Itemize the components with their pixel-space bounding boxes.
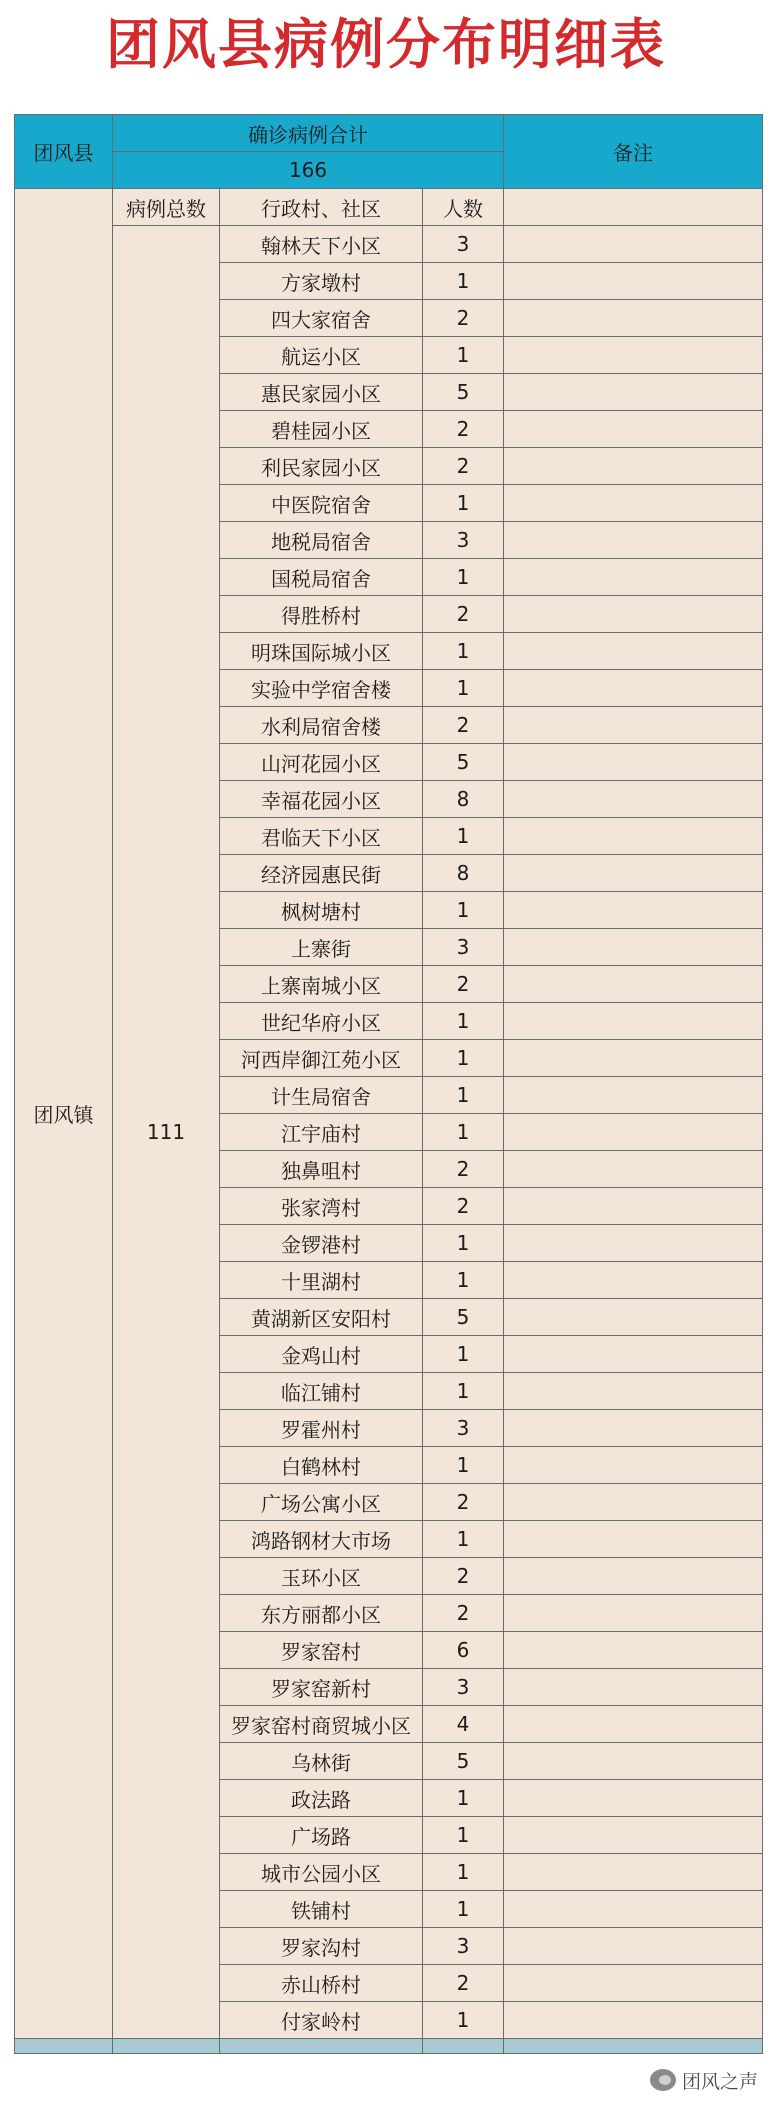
- remarks-cell: [504, 1817, 763, 1854]
- community-cell: 君临天下小区: [220, 818, 423, 855]
- remarks-cell: [504, 337, 763, 374]
- community-cell: 世纪华府小区: [220, 1003, 423, 1040]
- remarks-cell: [504, 1188, 763, 1225]
- count-cell: 1: [423, 485, 504, 522]
- case-table: [14, 114, 763, 2054]
- count-cell: 3: [423, 1669, 504, 1706]
- count-cell: 5: [423, 1743, 504, 1780]
- remarks-cell: [504, 1299, 763, 1336]
- remarks-cell: [504, 300, 763, 337]
- community-cell: 白鹤林村: [220, 1447, 423, 1484]
- remarks-cell: [504, 1928, 763, 1965]
- empty-cell: [504, 2039, 763, 2054]
- remarks-cell: [504, 1743, 763, 1780]
- count-cell: 2: [423, 300, 504, 337]
- remarks-cell: [504, 1484, 763, 1521]
- community-cell: 独鼻咀村: [220, 1151, 423, 1188]
- remarks-cell: [504, 707, 763, 744]
- community-cell: 付家岭村: [220, 2002, 423, 2039]
- community-cell: 四大家宿舍: [220, 300, 423, 337]
- community-cell: 十里湖村: [220, 1262, 423, 1299]
- remarks-cell: [504, 744, 763, 781]
- count-cell: 1: [423, 670, 504, 707]
- community-cell: 广场路: [220, 1817, 423, 1854]
- community-cell: 翰林天下小区: [220, 226, 423, 263]
- community-cell: 幸福花园小区: [220, 781, 423, 818]
- count-cell: 1: [423, 1003, 504, 1040]
- remarks-cell: [504, 1965, 763, 2002]
- remarks-cell: [504, 966, 763, 1003]
- community-cell: 罗家沟村: [220, 1928, 423, 1965]
- count-cell: 3: [423, 1928, 504, 1965]
- community-cell: 明珠国际城小区: [220, 633, 423, 670]
- community-cell: 江宇庙村: [220, 1114, 423, 1151]
- remarks-cell: [504, 818, 763, 855]
- remarks-cell: [504, 1780, 763, 1817]
- count-cell: 1: [423, 633, 504, 670]
- remarks-cell: [504, 1151, 763, 1188]
- count-cell: 2: [423, 1188, 504, 1225]
- community-cell: 上寨南城小区: [220, 966, 423, 1003]
- count-cell: 2: [423, 1151, 504, 1188]
- community-cell: 广场公寓小区: [220, 1484, 423, 1521]
- remarks-cell: [504, 929, 763, 966]
- count-cell: 2: [423, 1965, 504, 2002]
- remarks-cell: [504, 2002, 763, 2039]
- community-cell: 玉环小区: [220, 1558, 423, 1595]
- count-cell: 5: [423, 744, 504, 781]
- count-cell: 5: [423, 374, 504, 411]
- remarks-cell: [504, 596, 763, 633]
- count-cell: 2: [423, 448, 504, 485]
- remarks-cell: [504, 485, 763, 522]
- count-cell: 3: [423, 522, 504, 559]
- count-cell: 3: [423, 929, 504, 966]
- community-cell: 罗家窑新村: [220, 1669, 423, 1706]
- remarks-cell: [504, 1706, 763, 1743]
- remarks-cell: [504, 1669, 763, 1706]
- count-cell: 3: [423, 226, 504, 263]
- count-cell: 1: [423, 337, 504, 374]
- community-cell: 上寨街: [220, 929, 423, 966]
- count-cell: 2: [423, 966, 504, 1003]
- remarks-cell: [504, 670, 763, 707]
- community-cell: 水利局宿舍楼: [220, 707, 423, 744]
- count-header: 人数: [423, 189, 504, 226]
- community-cell: 航运小区: [220, 337, 423, 374]
- empty-cell: [423, 2039, 504, 2054]
- count-cell: 8: [423, 781, 504, 818]
- community-cell: 河西岸御江苑小区: [220, 1040, 423, 1077]
- remarks-cell: [504, 1447, 763, 1484]
- count-cell: 2: [423, 1595, 504, 1632]
- remarks-cell: [504, 263, 763, 300]
- community-cell: 城市公园小区: [220, 1854, 423, 1891]
- town-total: 111: [113, 226, 220, 2039]
- total-cases-header: 病例总数: [113, 189, 220, 226]
- community-cell: 东方丽都小区: [220, 1595, 423, 1632]
- empty-cell: [220, 2039, 423, 2054]
- count-cell: 1: [423, 263, 504, 300]
- remarks-cell: [504, 1114, 763, 1151]
- count-cell: 1: [423, 1077, 504, 1114]
- watermark: [650, 2066, 758, 2094]
- count-cell: 1: [423, 2002, 504, 2039]
- empty-cell: [113, 2039, 220, 2054]
- count-cell: 1: [423, 1521, 504, 1558]
- count-cell: 1: [423, 1447, 504, 1484]
- remarks-cell: [504, 1336, 763, 1373]
- community-cell: 计生局宿舍: [220, 1077, 423, 1114]
- community-cell: 铁铺村: [220, 1891, 423, 1928]
- remarks-cell: [504, 1003, 763, 1040]
- county-header: 团风县: [15, 115, 113, 189]
- remarks-cell: [504, 226, 763, 263]
- community-cell: 罗家窑村商贸城小区: [220, 1706, 423, 1743]
- count-cell: 1: [423, 892, 504, 929]
- community-cell: 方家墩村: [220, 263, 423, 300]
- remarks-cell: [504, 1521, 763, 1558]
- count-cell: 1: [423, 1780, 504, 1817]
- community-cell: 得胜桥村: [220, 596, 423, 633]
- community-cell: 山河花园小区: [220, 744, 423, 781]
- remarks-cell: [504, 189, 763, 226]
- community-cell: 地税局宿舍: [220, 522, 423, 559]
- remarks-cell: [504, 1595, 763, 1632]
- remarks-cell: [504, 1854, 763, 1891]
- remarks-header: 备注: [504, 115, 763, 189]
- count-cell: 2: [423, 411, 504, 448]
- confirmed-total-value: 166: [113, 152, 504, 189]
- watermark-text: 团风之声: [681, 2070, 758, 2093]
- community-cell: 鸿路钢材大市场: [220, 1521, 423, 1558]
- remarks-cell: [504, 1558, 763, 1595]
- count-cell: 1: [423, 1114, 504, 1151]
- count-cell: 4: [423, 1706, 504, 1743]
- remarks-cell: [504, 781, 763, 818]
- table-row: [15, 226, 763, 263]
- confirmed-total-label: 确诊病例合计: [113, 115, 504, 152]
- community-cell: 乌林街: [220, 1743, 423, 1780]
- count-cell: 1: [423, 1225, 504, 1262]
- community-cell: 金锣港村: [220, 1225, 423, 1262]
- remarks-cell: [504, 1891, 763, 1928]
- community-cell: 罗霍州村: [220, 1410, 423, 1447]
- page-title: 团风县病例分布明细表: [106, 13, 666, 76]
- count-cell: 1: [423, 1262, 504, 1299]
- count-cell: 1: [423, 1336, 504, 1373]
- community-cell: 金鸡山村: [220, 1336, 423, 1373]
- count-cell: 1: [423, 1817, 504, 1854]
- remarks-cell: [504, 448, 763, 485]
- count-cell: 3: [423, 1410, 504, 1447]
- count-cell: 8: [423, 855, 504, 892]
- remarks-cell: [504, 892, 763, 929]
- community-cell: 惠民家园小区: [220, 374, 423, 411]
- count-cell: 6: [423, 1632, 504, 1669]
- community-cell: 临江铺村: [220, 1373, 423, 1410]
- remarks-cell: [504, 1077, 763, 1114]
- count-cell: 1: [423, 1373, 504, 1410]
- remarks-cell: [504, 374, 763, 411]
- count-cell: 1: [423, 818, 504, 855]
- remarks-cell: [504, 855, 763, 892]
- community-cell: 实验中学宿舍楼: [220, 670, 423, 707]
- remarks-cell: [504, 1632, 763, 1669]
- community-cell: 国税局宿舍: [220, 559, 423, 596]
- count-cell: 5: [423, 1299, 504, 1336]
- count-cell: 1: [423, 559, 504, 596]
- remarks-cell: [504, 1225, 763, 1262]
- community-cell: 中医院宿舍: [220, 485, 423, 522]
- community-cell: 张家湾村: [220, 1188, 423, 1225]
- community-cell: 罗家窑村: [220, 1632, 423, 1669]
- community-cell: 黄湖新区安阳村: [220, 1299, 423, 1336]
- wechat-icon: [650, 2069, 676, 2091]
- count-cell: 1: [423, 1040, 504, 1077]
- remarks-cell: [504, 559, 763, 596]
- community-cell: 枫树塘村: [220, 892, 423, 929]
- community-cell: 政法路: [220, 1780, 423, 1817]
- remarks-cell: [504, 411, 763, 448]
- next-section-row: [15, 2039, 763, 2054]
- remarks-cell: [504, 1040, 763, 1077]
- remarks-cell: [504, 633, 763, 670]
- remarks-cell: [504, 1373, 763, 1410]
- count-cell: 2: [423, 596, 504, 633]
- count-cell: 2: [423, 1558, 504, 1595]
- community-cell: 利民家园小区: [220, 448, 423, 485]
- remarks-cell: [504, 1410, 763, 1447]
- remarks-cell: [504, 1262, 763, 1299]
- count-cell: 2: [423, 707, 504, 744]
- town-name: 团风镇: [15, 189, 113, 2039]
- count-cell: 2: [423, 1484, 504, 1521]
- count-cell: 1: [423, 1891, 504, 1928]
- community-cell: 赤山桥村: [220, 1965, 423, 2002]
- community-cell: 碧桂园小区: [220, 411, 423, 448]
- community-cell: 经济园惠民街: [220, 855, 423, 892]
- count-cell: 1: [423, 1854, 504, 1891]
- remarks-cell: [504, 522, 763, 559]
- empty-cell: [15, 2039, 113, 2054]
- community-header: 行政村、社区: [220, 189, 423, 226]
